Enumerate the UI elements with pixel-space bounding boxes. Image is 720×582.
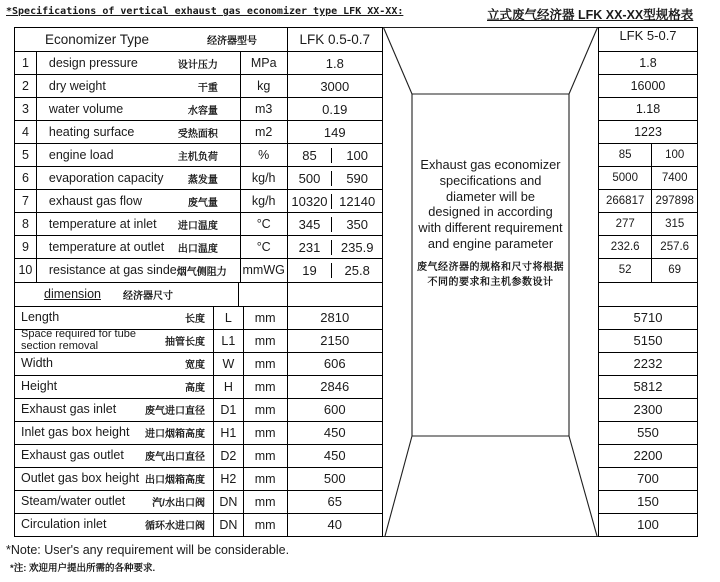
row-name-en: Width <box>21 356 53 371</box>
row-name-zh: 设计压力 <box>177 59 218 71</box>
table-row <box>599 375 697 398</box>
row-name-zh: 汽/水出口阀 <box>152 498 205 510</box>
row-value-1: 5000 <box>612 172 638 185</box>
row-name-cell <box>36 52 240 74</box>
table-row <box>599 258 697 281</box>
row-value-cell <box>287 121 382 143</box>
table-row <box>599 513 697 536</box>
row-value-2: 69 <box>651 259 697 281</box>
row-value: 2200 <box>633 448 663 464</box>
table-row <box>599 166 697 189</box>
table-row <box>15 120 382 143</box>
row-symbol: D2 <box>213 445 243 467</box>
row-value: 700 <box>637 471 659 487</box>
model-right-cell: LFK 5-0.7 <box>619 28 677 43</box>
row-unit: mm <box>243 491 287 513</box>
row-name-zh: 进口温度 <box>177 220 218 232</box>
table-row <box>599 120 697 143</box>
table-row <box>599 51 697 74</box>
table-row <box>15 306 382 329</box>
row-value: 450 <box>287 422 382 444</box>
row-name-en: Exhaust gas inlet <box>21 402 117 417</box>
row-unit: kg <box>240 75 287 97</box>
model-left-cell: LFK 0.5-0.7 <box>287 28 382 51</box>
row-name-zh: 循环水进口阀 <box>144 521 205 533</box>
row-name-cell <box>36 144 240 166</box>
row-name-en: exhaust gas flow <box>48 194 142 209</box>
row-name-cell <box>15 376 213 398</box>
row-number: 3 <box>21 102 29 117</box>
right-dimension-rows <box>599 306 697 536</box>
row-value-2: 257.6 <box>651 236 697 258</box>
description-line-zh: 废气经济器的规格和尺寸将根据 <box>417 261 564 273</box>
row-unit: mm <box>243 307 287 329</box>
table-row <box>15 467 382 490</box>
row-value-cell <box>287 213 382 235</box>
row-value-2: 12140 <box>331 194 382 209</box>
row-value: 600 <box>287 399 382 421</box>
row-name-zh: 水容量 <box>187 105 218 117</box>
row-name-en: Steam/water outlet <box>21 494 126 509</box>
row-name-cell <box>15 353 213 375</box>
row-value-1: 0.19 <box>322 101 348 117</box>
table-row <box>599 143 697 166</box>
row-unit: mm <box>243 422 287 444</box>
row-name-zh: 长度 <box>184 314 205 326</box>
table-header-row <box>15 28 382 51</box>
row-value: 2232 <box>633 356 663 372</box>
middle-description-en <box>385 157 596 252</box>
table-row <box>599 398 697 421</box>
row-number: 8 <box>21 217 29 232</box>
row-name-en: design pressure <box>48 56 138 71</box>
dimension-header-row <box>15 282 382 306</box>
table-row <box>15 143 382 166</box>
economizer-type-cell <box>15 28 287 51</box>
row-name-cell <box>15 307 213 329</box>
spec-rows <box>15 51 382 281</box>
row-unit: kg/h <box>240 167 287 189</box>
row-name-cell <box>15 445 213 467</box>
row-name-cell <box>36 259 240 281</box>
row-value: 2300 <box>633 402 663 418</box>
row-name-zh: 宽度 <box>184 360 205 372</box>
row-number: 6 <box>21 171 29 186</box>
row-value-1: 231 <box>298 239 321 255</box>
dimension-header-value-cell <box>287 283 382 306</box>
row-name-cell <box>36 98 240 120</box>
table-row <box>15 212 382 235</box>
row-value: 100 <box>637 517 659 533</box>
row-name-zh: 主机负荷 <box>177 151 218 163</box>
row-name-zh: 出口温度 <box>177 243 218 255</box>
row-value-2: 7400 <box>651 167 697 189</box>
table-row <box>15 258 382 281</box>
description-line: and engine parameter <box>427 235 554 251</box>
description-line-zh: 不同的要求和主机参数设计 <box>427 276 554 288</box>
table-row <box>15 235 382 258</box>
row-value-cell <box>287 167 382 189</box>
table-row <box>15 74 382 97</box>
row-unit: mm <box>243 376 287 398</box>
description-line: specifications and <box>439 172 542 188</box>
row-unit: mm <box>243 445 287 467</box>
row-unit: % <box>240 144 287 166</box>
row-value-2: 590 <box>331 171 382 186</box>
row-value-2: 315 <box>651 213 697 235</box>
row-value: 5812 <box>633 379 663 395</box>
row-name-zh: 废气进口直径 <box>144 406 205 418</box>
description-line: Exhaust gas economizer <box>420 157 561 172</box>
row-value-2: 297898 <box>651 190 697 212</box>
row-value: 40 <box>287 514 382 536</box>
row-symbol: H <box>213 376 243 398</box>
row-value-1: 85 <box>618 149 632 162</box>
row-value: 65 <box>287 491 382 513</box>
row-value: 2150 <box>287 330 382 352</box>
row-unit: kg/h <box>240 190 287 212</box>
row-value-cell <box>287 259 382 281</box>
table-row <box>15 490 382 513</box>
row-value-cell <box>287 236 382 258</box>
row-name-zh: 干重 <box>197 82 218 94</box>
row-unit: °C <box>240 213 287 235</box>
row-value-2: 25.8 <box>331 263 382 278</box>
table-row <box>599 467 697 490</box>
row-value-1: 3000 <box>320 78 350 94</box>
row-value-1: 85 <box>302 147 317 163</box>
table-row <box>599 306 697 329</box>
row-unit: mmWG <box>240 259 287 281</box>
row-value-cell <box>287 75 382 97</box>
row-value-1: 19 <box>302 262 317 278</box>
dimension-label: dimension <box>44 287 101 302</box>
row-value-1: 266817 <box>606 195 645 208</box>
row-unit: mm <box>243 353 287 375</box>
description-line: designed in according <box>428 204 553 220</box>
row-name-en: Height <box>21 379 58 394</box>
row-value-2: 100 <box>331 148 382 163</box>
row-value-1: 52 <box>618 264 632 277</box>
row-value-1: 500 <box>298 170 321 186</box>
row-unit: mm <box>243 514 287 536</box>
dimension-header-cell <box>15 283 238 306</box>
row-symbol: DN <box>213 514 243 536</box>
row-value-1: 16000 <box>630 79 666 94</box>
row-number: 9 <box>21 240 29 255</box>
table-row <box>599 329 697 352</box>
row-value: 550 <box>637 425 659 441</box>
row-name-en: Space required for tube section removal <box>21 329 136 352</box>
row-value-2: 235.9 <box>331 240 382 255</box>
row-value-1: 277 <box>615 218 635 231</box>
row-name-cell <box>15 514 213 536</box>
row-value-cell <box>287 144 382 166</box>
dimension-rows <box>15 306 382 536</box>
row-value-cell <box>287 190 382 212</box>
row-name-en: heating surface <box>48 125 135 140</box>
table-row <box>15 97 382 120</box>
row-symbol: H2 <box>213 468 243 490</box>
row-name-zh: 进口烟箱高度 <box>144 429 205 441</box>
economizer-type-label: Economizer Type <box>45 32 150 48</box>
row-value: 150 <box>637 494 659 510</box>
dimension-header-unit-cell <box>238 283 287 306</box>
row-value-1: 1.8 <box>639 56 657 71</box>
row-name-zh: 烟气侧阻力 <box>176 266 227 278</box>
middle-description <box>385 157 596 290</box>
row-name-zh: 蒸发量 <box>187 174 218 186</box>
row-unit: m2 <box>240 121 287 143</box>
table-row <box>15 513 382 536</box>
row-name-en: Circulation inlet <box>21 517 107 532</box>
dimension-label-zh: 经济器尺寸 <box>122 290 173 302</box>
row-name-en: temperature at outlet <box>48 240 165 255</box>
row-value-1: 232.6 <box>610 241 640 254</box>
row-name-zh: 废气量 <box>187 197 218 209</box>
table-row <box>599 421 697 444</box>
row-value-1: 345 <box>298 216 321 232</box>
right-spec-rows <box>599 51 697 281</box>
middle-description-zh <box>385 260 596 290</box>
row-number: 1 <box>21 56 29 71</box>
row-unit: MPa <box>240 52 287 74</box>
row-value: 5710 <box>633 310 663 326</box>
table-row <box>15 166 382 189</box>
row-symbol: H1 <box>213 422 243 444</box>
row-value-2: 100 <box>651 144 697 166</box>
row-name-cell <box>36 236 240 258</box>
row-number: 5 <box>21 148 29 163</box>
row-name-cell <box>15 468 213 490</box>
row-symbol: W <box>213 353 243 375</box>
row-name-en: engine load <box>48 148 114 163</box>
row-number: 2 <box>21 79 29 94</box>
page-title-zh: 立式废气经济器 LFK XX-XX型规格表 <box>487 8 694 22</box>
row-name-zh: 高度 <box>184 383 205 395</box>
row-name-en: dry weight <box>48 79 106 94</box>
row-name-zh: 受热面积 <box>177 128 218 140</box>
table-row <box>15 398 382 421</box>
row-value-1: 1.8 <box>325 55 344 71</box>
row-value: 606 <box>287 353 382 375</box>
row-symbol: L <box>213 307 243 329</box>
row-unit: m3 <box>240 98 287 120</box>
row-unit: mm <box>243 468 287 490</box>
row-name-cell <box>36 75 240 97</box>
table-row <box>599 444 697 467</box>
row-value: 2810 <box>287 307 382 329</box>
note-english: *Note: User's any requirement will be considerable. <box>6 543 290 557</box>
row-value-1: 1223 <box>634 125 662 140</box>
table-row <box>15 375 382 398</box>
row-value: 500 <box>287 468 382 490</box>
table-row <box>599 352 697 375</box>
row-number: 10 <box>18 263 33 278</box>
row-value-2: 350 <box>331 217 382 232</box>
row-value-1: 1.18 <box>635 102 661 117</box>
row-name-cell <box>15 330 213 352</box>
row-name-zh: 出口烟箱高度 <box>144 475 205 487</box>
row-name-en: water volume <box>48 102 124 117</box>
table-row <box>599 212 697 235</box>
row-value-cell <box>287 98 382 120</box>
economizer-type-label-zh: 经济器型号 <box>207 36 258 48</box>
left-spec-table <box>14 27 383 537</box>
table-row <box>599 189 697 212</box>
page-title: *Specifications of vertical exhaust gas economizer type LFK XX-XX: <box>6 6 404 17</box>
row-name-en: Outlet gas box height <box>21 471 140 486</box>
row-name-en: evaporation capacity <box>48 171 164 186</box>
row-unit: mm <box>243 399 287 421</box>
row-value-cell <box>287 52 382 74</box>
row-name-cell <box>15 491 213 513</box>
row-value: 450 <box>287 445 382 467</box>
row-symbol: L1 <box>213 330 243 352</box>
row-name-zh: 抽管长度 <box>164 337 205 349</box>
row-unit: °C <box>240 236 287 258</box>
table-row <box>599 235 697 258</box>
note-chinese: *注: 欢迎用户提出所需的各种要求. <box>10 563 156 574</box>
row-name-cell <box>15 399 213 421</box>
table-row <box>599 490 697 513</box>
row-value-1: 149 <box>323 124 346 140</box>
row-number: 7 <box>21 194 29 209</box>
table-row <box>15 421 382 444</box>
row-name-en: Exhaust gas outlet <box>21 448 124 463</box>
right-spec-table <box>598 27 698 537</box>
description-line: diameter will be <box>446 188 535 204</box>
row-name-cell <box>36 121 240 143</box>
table-row <box>599 97 697 120</box>
table-row <box>15 51 382 74</box>
row-symbol: DN <box>213 491 243 513</box>
blank-row <box>599 282 697 306</box>
row-symbol: D1 <box>213 399 243 421</box>
row-value-1: 10320 <box>291 193 328 209</box>
table-row <box>599 74 697 97</box>
table-row <box>15 352 382 375</box>
row-name-cell <box>15 422 213 444</box>
row-value: 5150 <box>633 333 663 349</box>
description-line: with different requirement <box>418 220 563 236</box>
row-name-en: Length <box>21 310 60 324</box>
row-value: 2846 <box>287 376 382 398</box>
row-name-en: resistance at gas sinde <box>48 263 177 278</box>
row-name-cell <box>36 213 240 235</box>
row-unit: mm <box>243 330 287 352</box>
table-row <box>15 444 382 467</box>
row-number: 4 <box>21 125 29 140</box>
table-row <box>15 329 382 352</box>
row-name-cell <box>36 167 240 189</box>
row-name-cell <box>36 190 240 212</box>
row-name-en: temperature at inlet <box>48 217 157 232</box>
table-row <box>15 189 382 212</box>
row-name-en: Inlet gas box height <box>21 425 130 440</box>
row-name-zh: 废气出口直径 <box>144 452 205 464</box>
